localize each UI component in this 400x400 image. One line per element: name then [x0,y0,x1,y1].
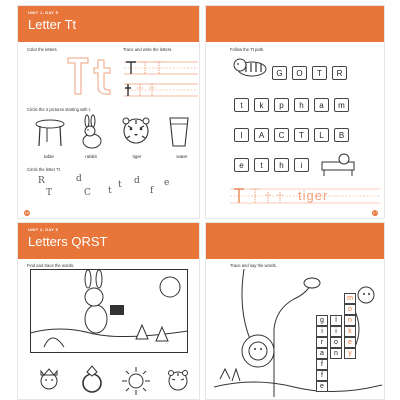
scattered-letter: C [84,188,91,198]
caption-water: water [176,154,188,159]
path-cell: h [294,98,309,112]
path-cell: A [254,128,269,142]
word-cell: f [316,370,328,381]
picture-row [30,114,195,154]
rabbit-picture [83,115,101,148]
page-banner [206,6,384,42]
path-cell: e [234,158,249,172]
path-cell: O [292,66,307,80]
tiger-picture [123,118,149,143]
caption-rabbit: rabbit [85,154,97,159]
scattered-letter: f [150,186,154,196]
path-cell: L [314,128,329,142]
page-title: Letter Tt [28,17,77,32]
bed-picture [318,152,358,178]
path-cell: p [274,98,289,112]
page-title: Letters QRST [28,234,108,249]
word-cell: n [330,348,342,359]
instruction-follow-path: Follow the Tt path. [230,47,265,52]
instruction-circle-pictures: Circle the 2 pictures starting with t. [27,107,92,112]
word-cell: y [344,348,356,359]
workbook-page-letters-qrst [17,222,200,400]
path-cell: h [274,158,289,172]
rabbit-scene-picture [30,269,188,353]
page-banner [206,223,384,259]
trace-word-tiger: tiger [298,188,329,203]
path-cell: C [274,128,289,142]
caption-table: table [44,154,54,159]
word-cell: o [330,337,342,348]
table-picture [36,120,64,146]
unit-label: UNIT 2, DAY 5 [28,227,59,232]
page-banner [18,223,199,259]
letter-outlines-and-trace-lines [66,54,200,106]
queen-picture [41,369,57,389]
scattered-letter: T [46,188,53,198]
word-cell: o [344,304,356,315]
workbook-page-letter-tt [17,5,200,219]
word-cell: a [316,348,328,359]
tiger-small-picture [169,371,188,391]
tiger-lying-picture [232,55,268,79]
word-cell: m [344,293,356,304]
instruction-trace: Trace and write the letters. [123,47,173,52]
scattered-letter: R [38,176,45,186]
instruction-circle-letter: Circle the letter Tt. [27,167,62,172]
word-cell: k [344,326,356,337]
page-number: 17 [372,210,378,215]
word-cell: l [330,315,342,326]
path-cell: t [234,98,249,112]
path-cell: G [272,66,287,80]
word-cell: n [344,315,356,326]
word-cell: i [330,326,342,337]
instruction-color: Color the letters. [27,47,58,52]
path-cell: T [312,66,327,80]
workbook-page-trace-say [205,222,385,400]
animals-scene-picture [214,269,382,397]
path-cell: m [334,98,349,112]
scattered-letter: t [118,180,122,190]
page-number: 16 [24,210,30,215]
path-cell: i [294,158,309,172]
word-cell: e [344,337,356,348]
word-cell: e [316,381,328,392]
caption-tiger: tiger [132,154,142,159]
small-pictures-row [34,363,194,397]
scattered-letter: d [134,176,140,186]
word-cell: f [316,359,328,370]
word-cell: r [316,337,328,348]
path-cell: T [294,128,309,142]
path-cell: I [234,128,249,142]
ring-picture [83,366,101,392]
instruction-trace-say: Trace and say the words. [230,263,277,268]
path-cell: B [334,128,349,142]
unit-label: UNIT 1, DAY 5 [28,10,59,15]
word-cell: i [316,326,328,337]
page-banner [18,6,199,42]
instruction-find-trace: Find and trace the words. [27,263,75,268]
path-cell: R [332,66,347,80]
word-cell: g [316,315,328,326]
path-cell: a [314,98,329,112]
water-glass-picture [170,118,188,146]
path-cell: t [254,158,269,172]
path-cell: k [254,98,269,112]
workbook-page-tt-path [205,5,385,219]
scattered-letter: t [108,186,112,196]
sun-picture [122,367,150,395]
scattered-letter: e [164,178,170,188]
scattered-letter: d [76,174,82,184]
